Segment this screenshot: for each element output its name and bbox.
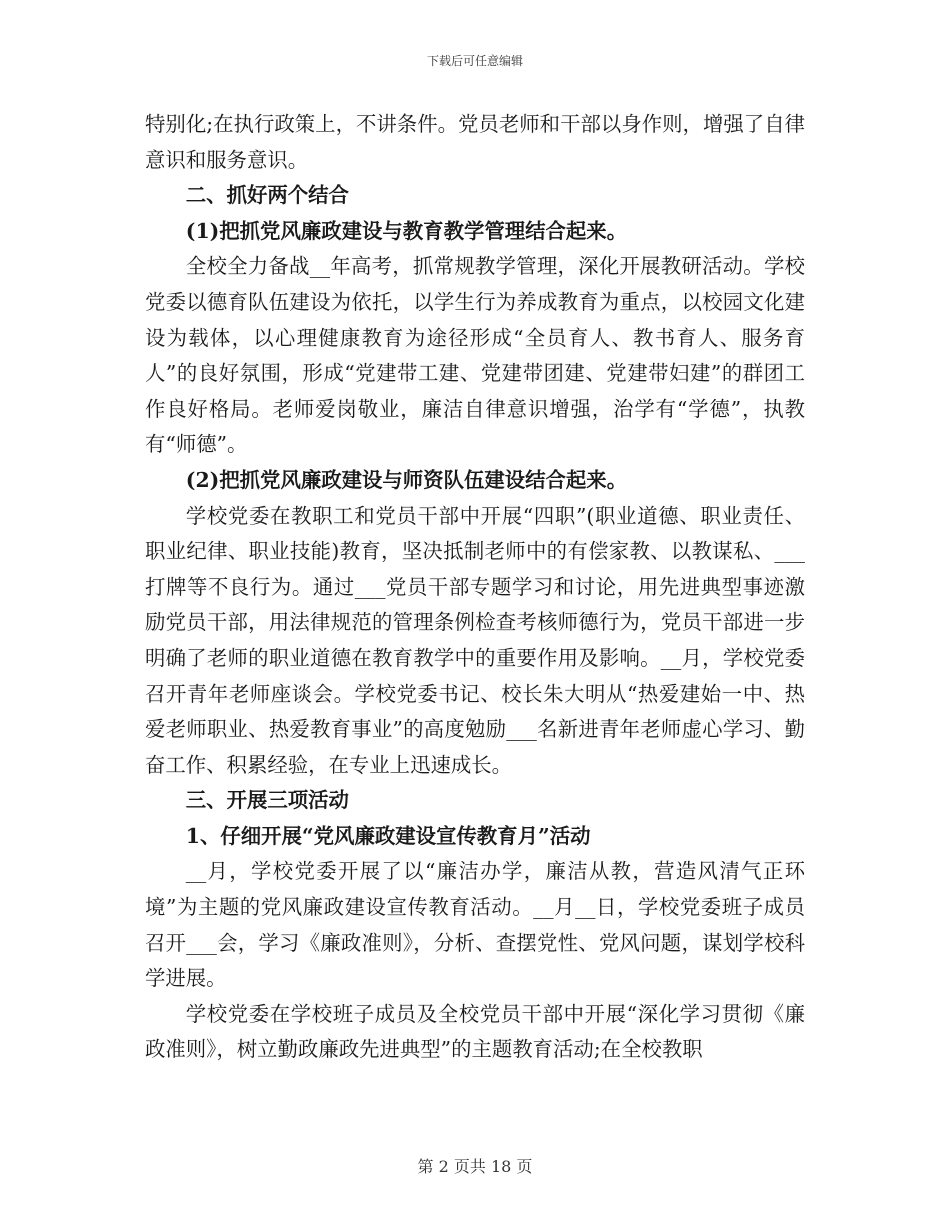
document-body [145, 107, 805, 1068]
subheading-activity-1: 1、仔细开展“党风廉政建设宣传教育月”活动 [185, 823, 591, 848]
paragraph: __月，学校党委开展了以“廉洁办学，廉洁从教，营造风清气正环境”为主题的党风廉政建设宣传教育活动。__月__日，学校党委班子成员召开___会，学习《廉政准则》，分析、查摆党性、党风问题，谋划学校科学进展。 [145, 859, 805, 991]
subheading-2: (2)把抓党风廉政建设与师资队伍建设结合起来。 [185, 467, 628, 492]
page-header: 下载后可任意编辑 [426, 54, 523, 68]
paragraph: 学校党委在学校班子成员及全校党员干部中开展“深化学习贯彻《廉政准则》，树立勤政廉政先进典型”的主题教育活动;在全校教职 [145, 1001, 805, 1062]
section-heading-3: 三、开展三项活动 [185, 788, 349, 813]
paragraph: 全校全力备战__年高考，抓常规教学管理，深化开展教研活动。学校党委以德育队伍建设为依托，以学生行为养成教育为重点，以校园文化建设为载体，以心理健康教育为途径形成“全员育人、教书育人、服务育人”的良好氛围，形成“党建带工建、党建带团建、党建带妇建”的群团工作良好格局。老师爱岗敬业，廉洁自律意识增强，治学有“学德”，执教有“师德”。 [145, 254, 805, 457]
subheading-1: (1)把抓党风廉政建设与教育教学管理结合起来。 [185, 218, 628, 243]
paragraph: 学校党委在教职工和党员干部中开展“四职”(职业道德、职业责任、职业纪律、职业技能)教育，坚决抵制老师中的有偿家教、以教谋私、___打牌等不良行为。通过___党员干部专题学习和讨论，用先进典型事迹激励党员干部，用法律规范的管理条例检查考核师德行为，党员干部进一步明确了老师的职业道德在教育教学中的重要作用及影响。__月，学校党委召开青年老师座谈会。学校党委书记、校长朱大明从“热爱建始一中、热爱老师职业、热爱教育事业”的高度勉励___名新进青年老师虚心学习、勤奋工作、积累经验，在专业上迅速成长。 [145, 503, 805, 777]
section-heading-2: 二、抓好两个结合 [185, 183, 349, 208]
page-footer: 第 2 页共 18 页 [417, 1157, 533, 1176]
paragraph-continuation: 特别化;在执行政策上，不讲条件。党员老师和干部以身作则，增强了自律意识和服务意识。 [145, 112, 805, 172]
